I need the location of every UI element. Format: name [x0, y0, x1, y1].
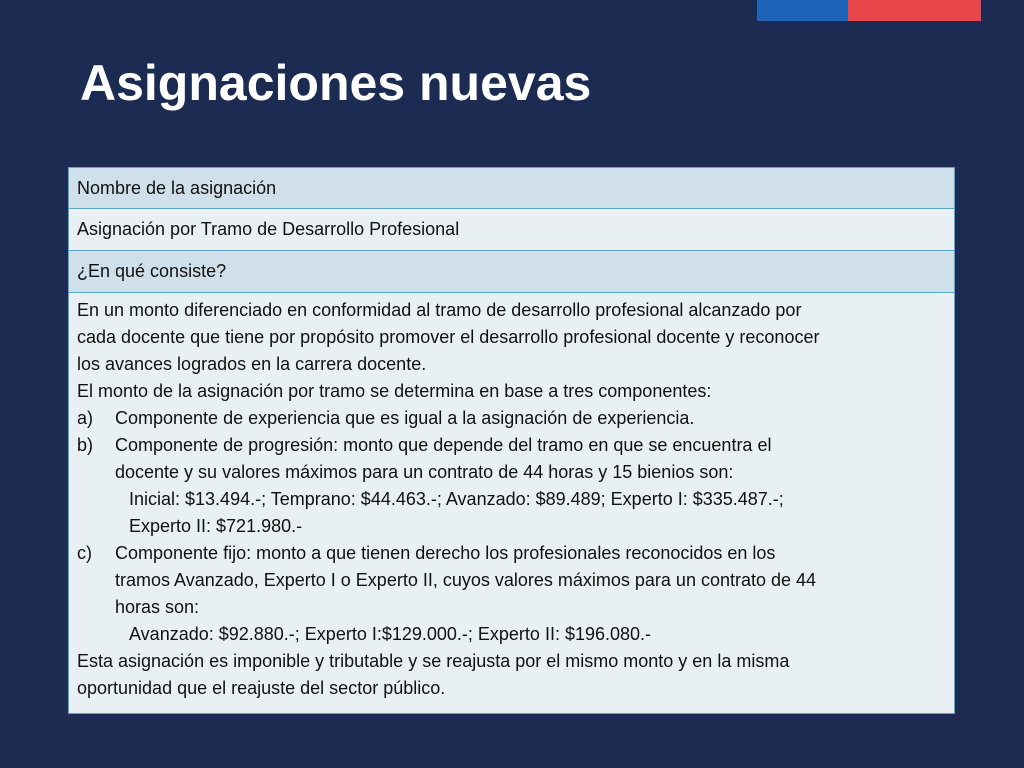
components-intro: El monto de la asignación por tramo se determina en base a tres componentes: [77, 381, 712, 401]
closing-line-1: Esta asignación es imponible y tributable y se reajusta por el mismo monto y en la misma [77, 651, 790, 671]
list-item-b [77, 432, 946, 486]
intro-line-1: En un monto diferenciado en conformidad al tramo de desarrollo profesional alcanzado por [77, 300, 802, 320]
header-name-row [68, 167, 955, 209]
progression-values-2: Experto II: $721.980.- [129, 516, 303, 536]
allowance-name: Asignación por Tramo de Desarrollo Profesional [77, 219, 460, 239]
list-c-line-2: tramos Avanzado, Experto I o Experto II, cuyos valores máximos para un contrato de 44 [115, 570, 817, 590]
intro-line-2: cada docente que tiene por propósito promover el desarrollo profesional docente y reconocer [77, 327, 820, 347]
flag-blue-stripe [757, 0, 848, 21]
fixed-values-1: Avanzado: $92.880.-; Experto I:$129.000.-; Experto II: $196.080.- [129, 624, 652, 644]
description-row [68, 293, 955, 714]
header-description-row [68, 251, 955, 293]
list-item-c [77, 540, 946, 621]
slide-title: Asignaciones nuevas [80, 55, 592, 111]
list-marker-b: b) [77, 435, 94, 455]
flag-bar [757, 0, 981, 21]
list-c-line-1: Componente fijo: monto a que tienen derecho los profesionales reconocidos en los [115, 543, 776, 563]
list-marker-c: c) [77, 543, 92, 563]
list-text-c [115, 540, 946, 621]
allowance-name-row [68, 209, 955, 251]
list-text-a: Componente de experiencia que es igual a la asignación de experiencia. [115, 408, 695, 428]
intro-line-3: los avances logrados en la carrera docente. [77, 354, 427, 374]
list-b-line-1: Componente de progresión: monto que depende del tramo en que se encuentra el [115, 435, 772, 455]
flag-red-stripe [848, 0, 981, 21]
progression-values-1: Inicial: $13.494.-; Temprano: $44.463.-; Avanzado: $89.489; Experto I: $335.487.-; [129, 489, 784, 509]
list-b-line-2: docente y su valores máximos para un contrato de 44 horas y 15 bienios son: [115, 462, 734, 482]
list-c-line-3: horas son: [115, 597, 200, 617]
header-name-label: Nombre de la asignación [77, 178, 277, 198]
header-description-label: ¿En qué consiste? [77, 261, 227, 281]
closing-line-2: oportunidad que el reajuste del sector público. [77, 678, 446, 698]
list-text-b [115, 432, 946, 486]
allowance-table [68, 167, 955, 714]
list-item-a [77, 405, 946, 432]
list-marker-a: a) [77, 408, 94, 428]
